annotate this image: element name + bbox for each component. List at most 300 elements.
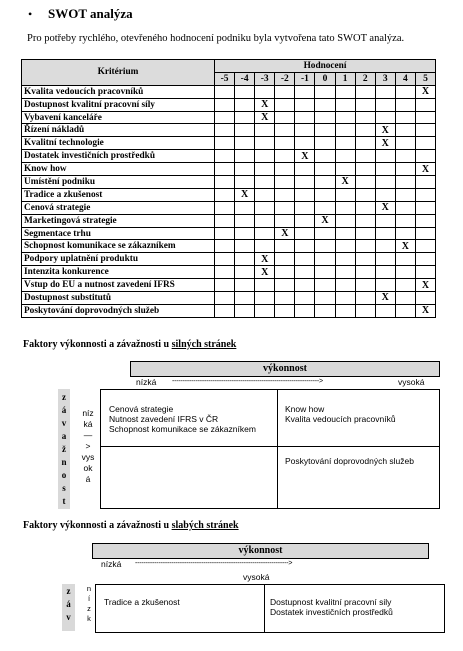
rating-cell: [335, 227, 355, 240]
rating-cell: [235, 292, 255, 305]
rating-cell: [215, 304, 235, 317]
scale-header-cell: 4: [395, 72, 415, 85]
strong-side-scale: [80, 408, 96, 485]
rating-cell: [355, 266, 375, 279]
weak-side-letter-line: á: [66, 599, 71, 609]
rating-cell: [275, 266, 295, 279]
criterion-cell: Umístění podniku: [22, 176, 215, 189]
table-row: [22, 150, 436, 163]
strong-title-prefix: Faktory výkonnosti a závažnosti u: [23, 339, 172, 350]
weak-side-label: [62, 584, 75, 631]
rating-cell: [275, 163, 295, 176]
rating-cell: [355, 85, 375, 98]
rating-cell: [375, 85, 395, 98]
rating-cell: X: [415, 279, 435, 292]
strong-axis-dashes: --------------------------------------------------------------------->: [172, 378, 323, 385]
rating-cell: [315, 240, 335, 253]
rating-cell: [375, 111, 395, 124]
strong-scale-part-line: á: [85, 474, 91, 484]
rating-cell: [315, 253, 335, 266]
rating-cell: [255, 227, 275, 240]
table-row: [22, 266, 436, 279]
swot-table: [21, 59, 436, 318]
rating-cell: [255, 163, 275, 176]
rating-cell: [315, 227, 335, 240]
swot-body: [22, 85, 436, 317]
rating-cell: [295, 266, 315, 279]
rating-cell: [415, 201, 435, 214]
rating-cell: [315, 137, 335, 150]
rating-cell: [215, 163, 235, 176]
strong-side-letter-line: z: [62, 392, 66, 402]
rating-cell: [235, 266, 255, 279]
weak-quadrant-top-left: [104, 597, 180, 607]
rating-cell: X: [375, 201, 395, 214]
rating-cell: X: [255, 98, 275, 111]
rating-cell: [415, 266, 435, 279]
rating-cell: [355, 214, 375, 227]
rating-cell: X: [375, 292, 395, 305]
rating-cell: [355, 150, 375, 163]
rating-cell: [415, 150, 435, 163]
scale-header-cell: -1: [295, 72, 315, 85]
rating-cell: [255, 214, 275, 227]
rating-cell: [395, 227, 415, 240]
strong-axis-high: vysoká: [398, 377, 425, 387]
rating-cell: [315, 124, 335, 137]
rating-cell: [235, 253, 255, 266]
rating-cell: X: [415, 304, 435, 317]
criterion-cell: Schopnost komunikace se zákazníkem: [22, 240, 215, 253]
rating-cell: [355, 227, 375, 240]
rating-cell: [275, 111, 295, 124]
weak-scale-part-line: k: [87, 614, 91, 623]
rating-cell: [375, 279, 395, 292]
rating-cell: [215, 292, 235, 305]
rating-cell: [415, 137, 435, 150]
scale-header-cell: 3: [375, 72, 395, 85]
scale-header-cell: -3: [255, 72, 275, 85]
rating-cell: [235, 150, 255, 163]
rating-cell: [375, 176, 395, 189]
strong-side-letter-line: s: [62, 483, 66, 493]
rating-cell: [295, 253, 315, 266]
rating-cell: [315, 201, 335, 214]
rating-cell: [255, 201, 275, 214]
rating-cell: [295, 304, 315, 317]
table-row: [22, 201, 436, 214]
strong-side-letter-line: n: [61, 457, 67, 467]
weak-axis-title: výkonnost: [92, 543, 429, 559]
rating-cell: [415, 188, 435, 201]
rating-cell: X: [275, 227, 295, 240]
rating-cell: [395, 150, 415, 163]
weak-factor-line: Dostatek investičních prostředků: [270, 607, 393, 617]
rating-cell: [395, 163, 415, 176]
rating-cell: [415, 227, 435, 240]
scale-header-cell: 1: [335, 72, 355, 85]
rating-cell: X: [395, 240, 415, 253]
rating-cell: [215, 85, 235, 98]
scale-header-cell: -4: [235, 72, 255, 85]
section-title: SWOT analýza: [48, 6, 133, 21]
rating-cell: [355, 124, 375, 137]
criterion-cell: Segmentace trhu: [22, 227, 215, 240]
rating-cell: [355, 201, 375, 214]
rating-cell: [315, 266, 335, 279]
rating-cell: [235, 201, 255, 214]
rating-cell: [315, 98, 335, 111]
rating-cell: [375, 304, 395, 317]
strong-factor-line: Nutnost zavedení IFRS v ČR: [109, 414, 219, 424]
weak-section-title: [23, 520, 239, 531]
criterion-header: Kritérium: [22, 60, 215, 86]
rating-cell: [375, 98, 395, 111]
rating-cell: [275, 253, 295, 266]
criterion-cell: Kvalitní technologie: [22, 137, 215, 150]
weak-matrix: [95, 584, 445, 633]
rating-cell: [275, 292, 295, 305]
rating-cell: [395, 124, 415, 137]
rating-cell: [335, 137, 355, 150]
scale-header-cell: 0: [315, 72, 335, 85]
rating-cell: [295, 214, 315, 227]
rating-cell: [335, 201, 355, 214]
criterion-cell: Dostupnost kvalitní pracovní síly: [22, 98, 215, 111]
strong-side-letter-line: á: [61, 405, 67, 415]
rating-cell: [355, 304, 375, 317]
strong-side-letter-line: t: [62, 496, 66, 506]
rating-cell: [355, 176, 375, 189]
rating-cell: [395, 201, 415, 214]
weak-axis-dashes: ------------------------------------------------------------------------>: [135, 560, 293, 567]
rating-cell: [235, 227, 255, 240]
strong-scale-part-line: níz: [82, 408, 94, 418]
rating-cell: [395, 279, 415, 292]
rating-cell: [375, 214, 395, 227]
rating-cell: [295, 137, 315, 150]
scale-header-cell: 5: [415, 72, 435, 85]
criterion-cell: Kvalita vedoucích pracovníků: [22, 85, 215, 98]
strong-quadrant-top-right: [285, 404, 396, 424]
rating-cell: [355, 163, 375, 176]
rating-cell: [415, 176, 435, 189]
weak-factor-line: Dostupnost kvalitní pracovní sily: [270, 597, 392, 607]
weak-title-link: slabých stránek: [171, 520, 239, 531]
rating-cell: [355, 188, 375, 201]
strong-quadrant-top-left: [109, 404, 256, 434]
strong-scale-part-line: ok: [83, 463, 93, 473]
rating-cell: [255, 124, 275, 137]
rating-cell: [295, 163, 315, 176]
rating-cell: [415, 214, 435, 227]
rating-cell: [275, 279, 295, 292]
table-row: [22, 227, 436, 240]
rating-cell: X: [255, 253, 275, 266]
rating-cell: [295, 111, 315, 124]
rating-cell: [375, 253, 395, 266]
rating-cell: [295, 124, 315, 137]
criterion-cell: Vybavení kanceláře: [22, 111, 215, 124]
weak-factor-line: Tradice a zkušenost: [104, 597, 180, 607]
rating-cell: [375, 188, 395, 201]
rating-cell: [335, 240, 355, 253]
rating-cell: [395, 304, 415, 317]
rating-cell: [215, 176, 235, 189]
rating-cell: [215, 253, 235, 266]
bullet-marker: •: [28, 7, 33, 21]
weak-title-prefix: Faktory výkonnosti a závažnosti u: [23, 520, 172, 531]
rating-cell: [215, 150, 235, 163]
rating-cell: [295, 176, 315, 189]
criterion-cell: Poskytování doprovodných služeb: [22, 304, 215, 317]
rating-cell: X: [415, 163, 435, 176]
rating-cell: [235, 214, 255, 227]
rating-cell: [235, 124, 255, 137]
rating-cell: X: [255, 111, 275, 124]
intro-paragraph: Pro potřeby rychlého, otevřeného hodnocení podniku byla vytvořena tato SWOT analýza.: [27, 33, 405, 44]
rating-header: Hodnocení: [215, 60, 436, 73]
rating-cell: [275, 240, 295, 253]
strong-scale-part-line: >: [85, 441, 91, 451]
rating-cell: [295, 201, 315, 214]
table-row: [22, 304, 436, 317]
strong-axis-low: nízká: [136, 377, 157, 387]
rating-cell: [415, 253, 435, 266]
rating-cell: [295, 240, 315, 253]
criterion-cell: Dostupnost substitutů: [22, 292, 215, 305]
rating-cell: [255, 292, 275, 305]
strong-title-link: silných stránek: [171, 339, 237, 350]
rating-cell: [235, 85, 255, 98]
rating-cell: [395, 111, 415, 124]
rating-cell: X: [415, 85, 435, 98]
rating-cell: [215, 201, 235, 214]
rating-cell: [215, 188, 235, 201]
strong-side-letter-line: a: [61, 431, 67, 441]
rating-cell: [315, 176, 335, 189]
rating-cell: [295, 279, 315, 292]
rating-cell: [215, 240, 235, 253]
criterion-cell: Podpory uplatnění produktu: [22, 253, 215, 266]
rating-cell: [375, 266, 395, 279]
rating-cell: [415, 111, 435, 124]
rating-cell: [395, 292, 415, 305]
rating-cell: [315, 292, 335, 305]
rating-cell: [255, 188, 275, 201]
criterion-cell: Řízení nákladů: [22, 124, 215, 137]
rating-cell: X: [335, 176, 355, 189]
rating-cell: [235, 163, 255, 176]
rating-cell: [255, 279, 275, 292]
rating-cell: [355, 253, 375, 266]
criterion-cell: Know how: [22, 163, 215, 176]
rating-cell: [315, 85, 335, 98]
rating-cell: [275, 124, 295, 137]
rating-cell: [275, 98, 295, 111]
rating-cell: [275, 304, 295, 317]
strong-factor-line: Schopnost komunikace se zákazníkem: [109, 424, 256, 434]
rating-cell: [355, 279, 375, 292]
table-row: [22, 137, 436, 150]
rating-cell: [375, 227, 395, 240]
weak-side-scale: [86, 584, 92, 624]
rating-cell: [315, 163, 335, 176]
rating-cell: [315, 279, 335, 292]
strong-side-label: [58, 389, 70, 509]
rating-cell: [235, 137, 255, 150]
weak-side-letter-line: v: [66, 612, 71, 622]
weak-quadrant-top-right: [270, 597, 393, 617]
rating-cell: X: [375, 137, 395, 150]
rating-cell: [275, 188, 295, 201]
rating-cell: X: [295, 150, 315, 163]
rating-cell: [235, 98, 255, 111]
strong-factor-line: Know how: [285, 404, 325, 414]
strong-side-letter-line: o: [61, 470, 67, 480]
weak-side-letter-line: z: [66, 586, 71, 596]
rating-cell: [215, 98, 235, 111]
rating-cell: [295, 292, 315, 305]
rating-cell: [275, 150, 295, 163]
strong-factor-line: Poskytování doprovodných služeb: [285, 456, 414, 466]
strong-matrix: [100, 389, 440, 509]
rating-cell: [375, 163, 395, 176]
rating-cell: [315, 304, 335, 317]
rating-cell: [215, 227, 235, 240]
rating-cell: [395, 253, 415, 266]
scale-header-cell: -5: [215, 72, 235, 85]
strong-factor-line: Cenová strategie: [109, 404, 174, 414]
criterion-cell: Vstup do EU a nutnost zavedení IFRS: [22, 279, 215, 292]
rating-cell: [395, 85, 415, 98]
table-row: [22, 292, 436, 305]
strong-scale-part-line: vys: [81, 452, 95, 462]
rating-cell: [315, 188, 335, 201]
criterion-cell: Marketingová strategie: [22, 214, 215, 227]
rating-cell: [295, 188, 315, 201]
rating-cell: [335, 292, 355, 305]
rating-cell: [335, 188, 355, 201]
table-row: [22, 124, 436, 137]
strong-section-title: [23, 339, 236, 350]
rating-cell: [335, 124, 355, 137]
rating-cell: [415, 240, 435, 253]
rating-cell: X: [235, 188, 255, 201]
strong-factor-line: Kvalita vedoucích pracovníků: [285, 414, 396, 424]
rating-cell: [275, 201, 295, 214]
rating-cell: [355, 111, 375, 124]
rating-cell: [295, 85, 315, 98]
rating-cell: [215, 124, 235, 137]
rating-cell: [255, 240, 275, 253]
weak-scale-part-line: n: [86, 584, 92, 593]
rating-cell: [255, 85, 275, 98]
rating-cell: [395, 137, 415, 150]
weak-axis-low: nízká: [101, 559, 122, 569]
rating-cell: [255, 150, 275, 163]
rating-cell: [395, 188, 415, 201]
rating-cell: [335, 163, 355, 176]
rating-cell: [275, 176, 295, 189]
rating-cell: X: [255, 266, 275, 279]
table-row: [22, 240, 436, 253]
strong-side-letter-line: v: [61, 418, 67, 428]
strong-scale-part-line: —: [83, 430, 93, 440]
table-row: [22, 176, 436, 189]
rating-cell: [335, 85, 355, 98]
criterion-cell: Cenová strategie: [22, 201, 215, 214]
rating-cell: [235, 304, 255, 317]
rating-cell: [215, 266, 235, 279]
rating-cell: [355, 137, 375, 150]
rating-cell: [315, 111, 335, 124]
rating-cell: [255, 137, 275, 150]
rating-cell: [235, 240, 255, 253]
rating-cell: [355, 292, 375, 305]
rating-cell: [295, 98, 315, 111]
rating-cell: [335, 98, 355, 111]
rating-cell: [335, 304, 355, 317]
weak-axis-high: vysoká: [243, 572, 270, 582]
rating-cell: [415, 292, 435, 305]
rating-cell: [235, 176, 255, 189]
rating-cell: [215, 111, 235, 124]
rating-cell: [355, 240, 375, 253]
rating-cell: [335, 214, 355, 227]
rating-cell: X: [375, 124, 395, 137]
rating-cell: [255, 176, 275, 189]
rating-cell: [275, 214, 295, 227]
rating-cell: [335, 150, 355, 163]
rating-cell: [215, 279, 235, 292]
rating-cell: [335, 279, 355, 292]
table-row: [22, 253, 436, 266]
rating-cell: [395, 98, 415, 111]
rating-cell: [275, 85, 295, 98]
rating-cell: [295, 227, 315, 240]
rating-cell: [375, 150, 395, 163]
rating-cell: X: [315, 214, 335, 227]
scale-header-cell: -2: [275, 72, 295, 85]
table-row: [22, 85, 436, 98]
rating-cell: [375, 240, 395, 253]
rating-cell: [315, 150, 335, 163]
rating-cell: [235, 279, 255, 292]
rating-cell: [275, 137, 295, 150]
rating-cell: [255, 304, 275, 317]
criterion-cell: Tradice a zkušenost: [22, 188, 215, 201]
table-row: [22, 111, 436, 124]
rating-cell: [415, 124, 435, 137]
rating-cell: [235, 111, 255, 124]
rating-cell: [335, 253, 355, 266]
criterion-cell: Dostatek investičních prostředků: [22, 150, 215, 163]
strong-side-letter-line: ž: [62, 444, 66, 454]
rating-cell: [335, 111, 355, 124]
criterion-cell: Intenzita konkurence: [22, 266, 215, 279]
rating-cell: [395, 266, 415, 279]
scale-header-cell: 2: [355, 72, 375, 85]
weak-scale-part-line: í: [87, 594, 91, 603]
strong-axis-title: výkonnost: [130, 361, 440, 377]
table-row: [22, 98, 436, 111]
rating-cell: [335, 266, 355, 279]
rating-cell: [215, 137, 235, 150]
rating-cell: [215, 214, 235, 227]
weak-scale-part-line: z: [87, 604, 91, 613]
table-row: [22, 163, 436, 176]
